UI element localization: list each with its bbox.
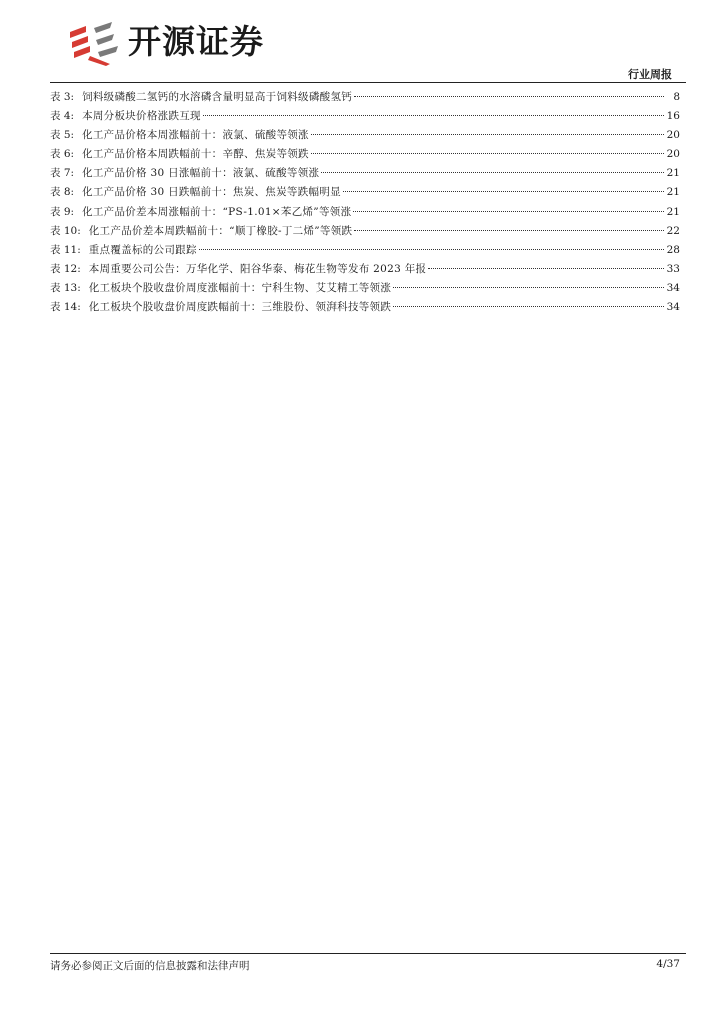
toc-title: 化工产品价格本周涨幅前十：液氯、硫酸等领涨 bbox=[82, 129, 309, 142]
brand-name: 开源证券 bbox=[128, 22, 264, 61]
toc-title: 化工产品价格本周跌幅前十：辛醇、焦炭等领跌 bbox=[82, 148, 309, 161]
toc-page: 21 bbox=[666, 167, 680, 180]
page-header bbox=[0, 0, 724, 84]
toc-page: 21 bbox=[666, 186, 680, 199]
toc-entry[interactable] bbox=[50, 260, 680, 279]
toc-title: 本周分板块价格涨跌互现 bbox=[82, 110, 201, 123]
toc-number: 表 6: bbox=[50, 148, 75, 161]
dot-leader bbox=[203, 114, 664, 116]
toc-number: 表 13: bbox=[50, 281, 81, 294]
dot-leader bbox=[311, 133, 664, 135]
toc-page: 28 bbox=[666, 243, 680, 256]
toc-entry[interactable] bbox=[50, 88, 680, 107]
table-of-contents bbox=[50, 88, 680, 317]
toc-number: 表 8: bbox=[50, 186, 75, 199]
header-divider bbox=[50, 82, 686, 83]
toc-entry[interactable] bbox=[50, 222, 680, 241]
toc-entry[interactable] bbox=[50, 279, 680, 298]
dot-leader bbox=[311, 152, 664, 154]
toc-number: 表 5: bbox=[50, 129, 75, 142]
report-type: 行业周报 bbox=[628, 68, 672, 81]
toc-title: 化工产品价格 30 日跌幅前十：焦炭、焦炭等跌幅明显 bbox=[82, 186, 341, 199]
dot-leader bbox=[393, 305, 664, 307]
toc-entry[interactable] bbox=[50, 183, 680, 202]
dot-leader bbox=[393, 286, 664, 288]
toc-page: 22 bbox=[666, 224, 680, 237]
toc-entry[interactable] bbox=[50, 126, 680, 145]
toc-title: 化工板块个股收盘价周度跌幅前十：三维股份、领湃科技等领跌 bbox=[88, 301, 392, 314]
toc-number: 表 4: bbox=[50, 110, 75, 123]
toc-page: 8 bbox=[673, 91, 680, 103]
toc-page: 34 bbox=[666, 281, 680, 294]
toc-page: 34 bbox=[666, 301, 680, 314]
footer-disclaimer: 请务必参阅正文后面的信息披露和法律声明 bbox=[50, 960, 250, 972]
toc-number: 表 14: bbox=[50, 301, 81, 314]
dot-leader bbox=[354, 95, 664, 97]
toc-number: 表 11: bbox=[50, 243, 81, 256]
toc-title: 重点覆盖标的公司跟踪 bbox=[88, 243, 197, 256]
toc-title: 化工产品价差本周跌幅前十：“顺丁橡胶-丁二烯”等领跌 bbox=[88, 224, 353, 237]
kaiyuan-logo-icon bbox=[66, 20, 126, 66]
toc-title: 化工产品价差本周涨幅前十：“PS-1.01×苯乙烯”等领涨 bbox=[82, 205, 352, 218]
toc-number: 表 12: bbox=[50, 262, 81, 275]
page-number: 4/37 bbox=[656, 958, 680, 970]
toc-number: 表 7: bbox=[50, 167, 75, 180]
toc-number: 表 3: bbox=[50, 91, 75, 103]
toc-page: 20 bbox=[666, 129, 680, 142]
dot-leader bbox=[353, 210, 664, 212]
toc-page: 33 bbox=[666, 262, 680, 275]
toc-page: 16 bbox=[666, 110, 680, 123]
toc-title: 本周重要公司公告：万华化学、阳谷华泰、梅花生物等发布 2023 年报 bbox=[88, 262, 427, 275]
toc-entry[interactable] bbox=[50, 164, 680, 183]
dot-leader bbox=[199, 248, 664, 250]
toc-number: 表 9: bbox=[50, 205, 75, 218]
toc-title: 化工板块个股收盘价周度涨幅前十：宁科生物、艾艾精工等领涨 bbox=[88, 281, 392, 294]
toc-entry[interactable] bbox=[50, 298, 680, 317]
toc-entry[interactable] bbox=[50, 145, 680, 164]
dot-leader bbox=[321, 171, 664, 173]
footer-divider bbox=[50, 953, 686, 954]
toc-number: 表 10: bbox=[50, 224, 81, 237]
toc-title: 饲料级磷酸二氢钙的水溶磷含量明显高于饲料级磷酸氢钙 bbox=[82, 91, 353, 103]
toc-page: 21 bbox=[666, 205, 680, 218]
toc-entry[interactable] bbox=[50, 203, 680, 222]
dot-leader bbox=[428, 267, 664, 269]
toc-page: 20 bbox=[666, 148, 680, 161]
toc-title: 化工产品价格 30 日涨幅前十：液氯、硫酸等领涨 bbox=[82, 167, 320, 180]
toc-entry[interactable] bbox=[50, 241, 680, 260]
dot-leader bbox=[343, 190, 664, 192]
toc-entry[interactable] bbox=[50, 107, 680, 126]
dot-leader bbox=[354, 229, 664, 231]
